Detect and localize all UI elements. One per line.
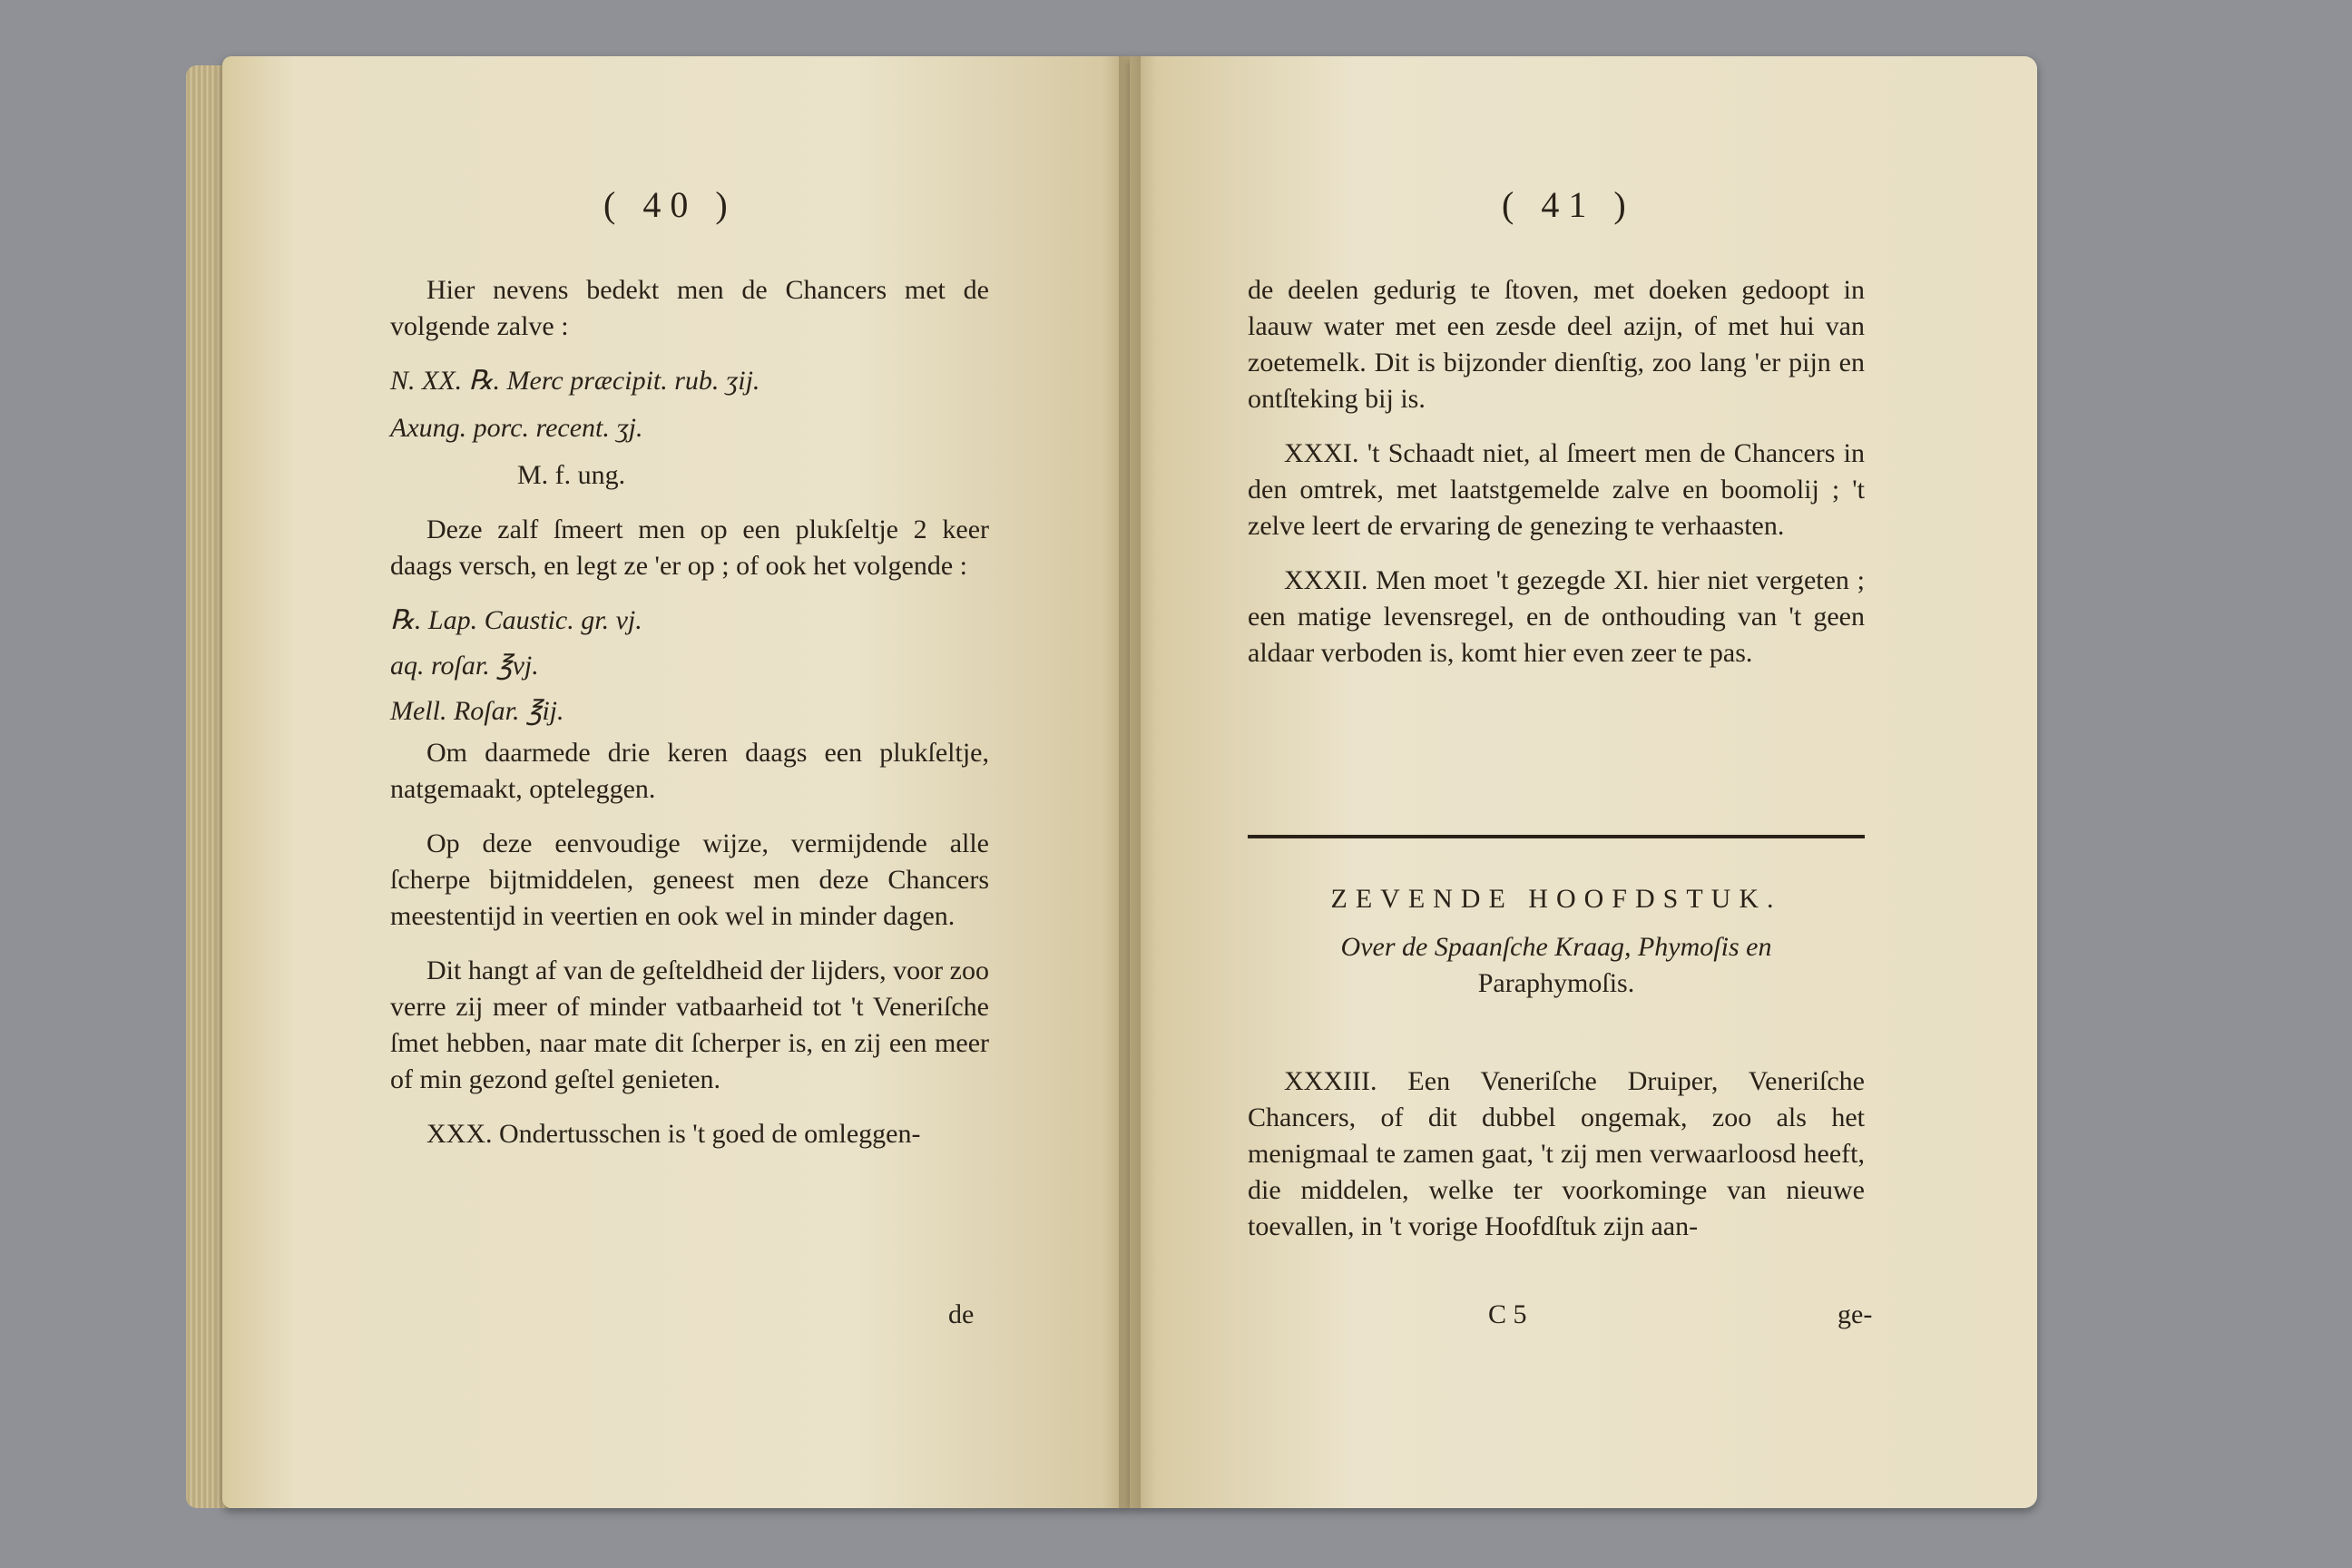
catchword-left: de bbox=[948, 1299, 975, 1329]
right-page bbox=[1130, 56, 2037, 1508]
formula-line: M. f. ung. bbox=[517, 460, 626, 490]
right-page-body bbox=[1248, 272, 1865, 671]
chapter-heading: ZEVENDE HOOFDSTUK. bbox=[1330, 884, 1782, 914]
signature-mark: C 5 bbox=[1488, 1299, 1527, 1329]
book-gutter bbox=[1119, 56, 1141, 1508]
left-page-body bbox=[390, 272, 989, 1152]
section-rule bbox=[1248, 835, 1865, 838]
page-number-left: ( 40 ) bbox=[603, 184, 737, 225]
open-book bbox=[186, 56, 2042, 1517]
paragraph: XXXIII. Een Veneriſche Druiper, Veneriſche Chancers, of dit dubbel ongemak, zoo als het menigmaal te zamen gaat, 't zij men verwaarloosd heeft, die middelen, welke ter voorkominge van nieuwe toevallen, in 't vorige Hoofdſtuk zijn aan- bbox=[1248, 1066, 1865, 1241]
catchword-right: ge- bbox=[1838, 1299, 1873, 1329]
right-page-last-paragraph bbox=[1248, 1063, 1865, 1245]
chapter-subtitle: Paraphymoſis. bbox=[1477, 968, 1635, 998]
formula-line: ℞. Lap. Caustic. gr. vj. bbox=[390, 605, 642, 635]
formula-line: Axung. porc. recent. ʒj. bbox=[390, 413, 643, 443]
formula-line: aq. roſar. ℥vj. bbox=[390, 651, 539, 681]
paragraph: Hier nevens bedekt men de Chancers met de volgende zalve : bbox=[390, 275, 989, 341]
paragraph: Op deze eenvoudige wijze, vermijdende alle ſcherpe bijtmiddelen, geneest men deze Chancers meestentijd in veertien en ook wel in minder dagen. bbox=[390, 828, 989, 931]
paragraph: XXXI. 't Schaadt niet, al ſmeert men de Chancers in den omtrek, met laatstgemelde zalve en boomolij ; 't zelve leert de ervaring de genezing te verhaasten. bbox=[1248, 438, 1865, 541]
paragraph: de deelen gedurig te ſtoven, met doeken gedoopt in laauw water met een zesde deel azijn, of met hui van zoetemelk. Dit is bijzonder dienſtig, zoo lang 'er pijn en ontſteking bij is. bbox=[1248, 275, 1865, 414]
formula-line: N. XX. ℞. Merc præcipit. rub. ʒij. bbox=[390, 366, 760, 396]
paragraph: Deze zalf ſmeert men op een plukſeltje 2 keer daags versch, en legt ze 'er op ; of ook het volgende : bbox=[390, 514, 989, 581]
paragraph: Om daarmede drie keren daags een plukſeltje, natgemaakt, opteleggen. bbox=[390, 738, 989, 804]
formula-line: Mell. Roſar. ℥ij. bbox=[390, 696, 564, 726]
paragraph: Dit hangt af van de geſteldheid der lijders, voor zoo verre zij meer of minder vatbaarheid tot 't Veneriſche ſmet hebben, naar mate dit ſcherper is, en zij een meer of min gezond geſtel genieten. bbox=[390, 956, 989, 1094]
paragraph: XXX. Ondertusschen is 't goed de omleggen- bbox=[426, 1119, 921, 1149]
page-number-right: ( 41 ) bbox=[1502, 184, 1635, 225]
chapter-subtitle: Over de Spaanſche Kraag, Phymoſis en bbox=[1340, 932, 1772, 962]
left-page bbox=[222, 56, 1130, 1508]
paragraph: XXXII. Men moet 't gezegde XI. hier niet vergeten ; een matige levensregel, en de onthouding van 't geen aldaar verboden is, komt hier even zeer te pas. bbox=[1248, 565, 1865, 668]
